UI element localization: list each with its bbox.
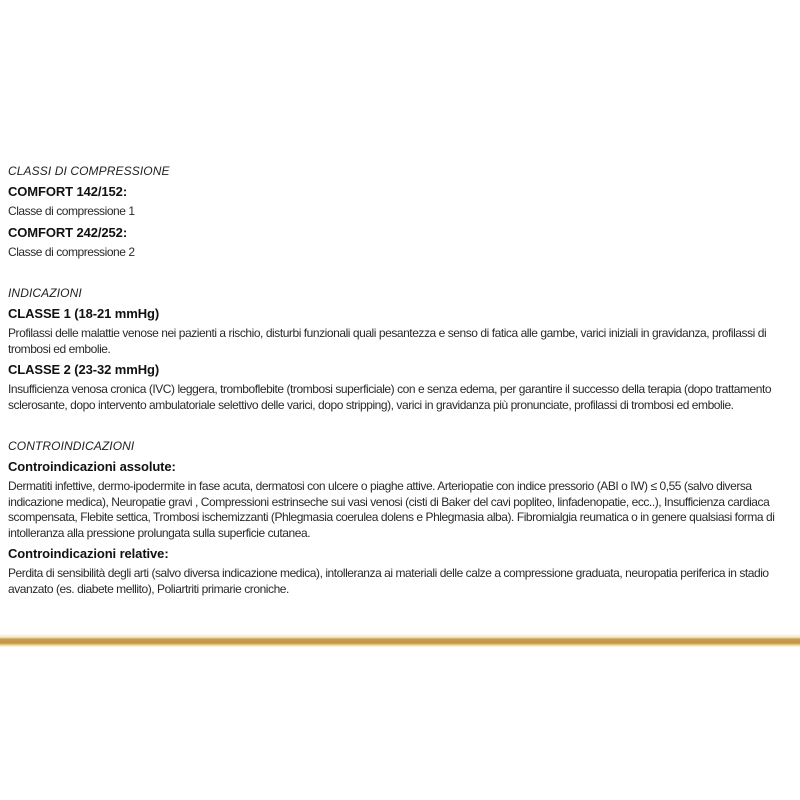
class-2-label: CLASSE 2 (23-32 mmHg) <box>8 362 160 377</box>
comfort-242-252-label: COMFORT 242/252: <box>8 224 128 240</box>
comfort-142-152-label: COMFORT 142/152: <box>8 184 128 199</box>
class-1-indications-text: Profilassi delle malattie venose nei pazienti a rischio, disturbi funzionali quali pesantezza e senso di fatica alle gambe, varici iniziali in gravidanza, profilassi di trombosi ed embolie. <box>8 326 767 356</box>
section-contraindications <box>8 438 792 597</box>
comfort-142-152-class: Classe di compressione 1 <box>8 204 135 218</box>
gold-divider-bar <box>0 634 800 647</box>
indications-heading: INDICAZIONI <box>8 286 82 300</box>
absolute-contraindications-label: Controindicazioni assolute: <box>8 459 176 474</box>
compression-classes-heading: CLASSI DI COMPRESSIONE <box>8 164 170 178</box>
absolute-contraindications-text: Dermatiti infettive, dermo-ipodermite in fase acuta, dermatosi con ulcere o piaghe attive. Arteriopatie con indice pressorio (ABI o IW) ≤ 0,55 (salvo diversa indicazione medica), Neuropatie gravi , Compressioni estrinseche sui vasi venosi (cisti di Baker del cavi popliteo, linfadenopatie, ecc..), Insufficienza cardiaca scompensata, Flebite settica, Trombosi ischemizzanti (Phlegmasia coerulea dolens e Phlegmasia alba). Fibromialgia reumatica o in genere qualsiasi forma di intolleranza alla pressione prolungata sulla superficie cutanea. <box>8 479 775 540</box>
product-details-text <box>8 163 792 597</box>
section-compression-classes <box>8 163 792 260</box>
relative-contraindications-label: Controindicazioni relative: <box>8 546 169 561</box>
relative-contraindications-text: Perdita di sensibilità degli arti (salvo diversa indicazione medica), intolleranza ai materiali delle calze a compressione graduata, neuropatia periferica in stadio avanzato (es. diabete mellito), Poliartriti primarie croniche. <box>8 566 769 596</box>
comfort-242-252-class: Classe di compressione 2 <box>8 244 135 259</box>
class-2-indications-text: Insufficienza venosa cronica (IVC) leggera, tromboflebite (trombosi superficiale) con e senza edema, per garantire il successo della terapia (dopo trattamento sclerosante, dopo intervento ambulatoriale selettivo delle varici, dopo stripping), varici in gravidanza più pronunciate, profilassi di trombosi ed embolie. <box>8 382 772 412</box>
section-indications <box>8 285 792 413</box>
class-1-label: CLASSE 1 (18-21 mmHg) <box>8 306 160 321</box>
contraindications-heading: CONTROINDICAZIONI <box>8 439 135 453</box>
